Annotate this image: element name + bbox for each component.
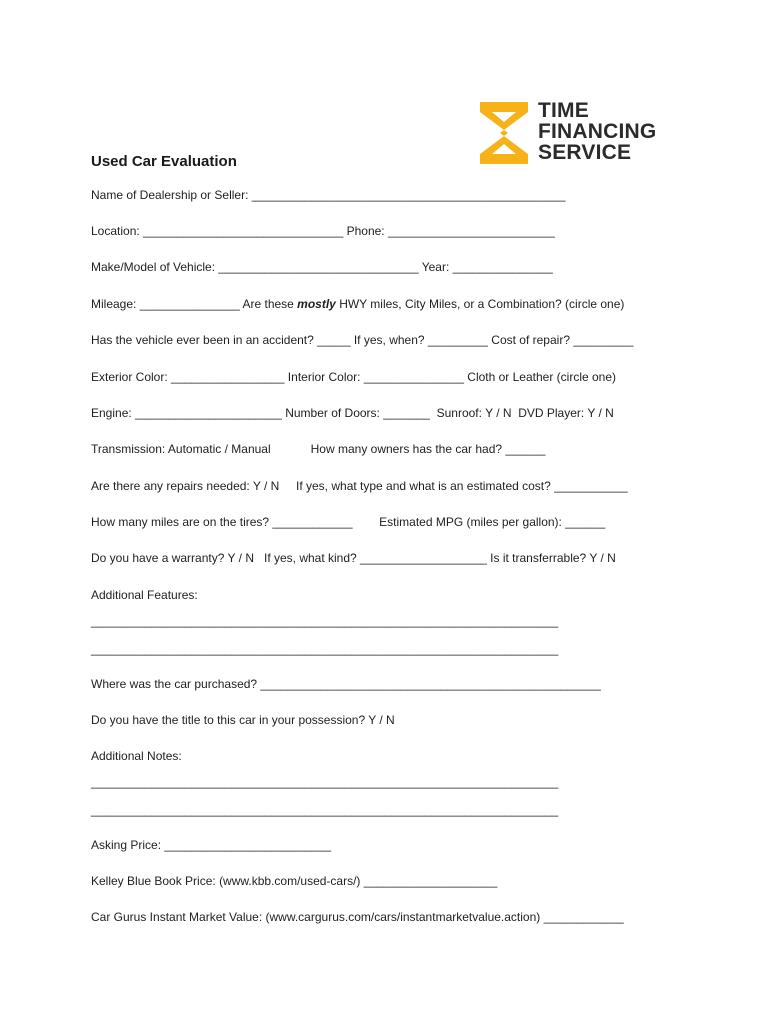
engine-field[interactable]: Engine: ______________________ Number of Doors: _______ Sunroof: Y / N DVD Player: Y / N xyxy=(91,406,614,420)
cargurus-value-field[interactable]: Car Gurus Instant Market Value: (www.cargurus.com/cars/instantmarketvalue.action) ____________ xyxy=(91,910,624,924)
asking-price-field[interactable]: Asking Price: _________________________ xyxy=(91,838,332,852)
location-phone-field[interactable]: Location: ______________________________ Phone: _________________________ xyxy=(91,224,555,238)
dealer-field[interactable]: Name of Dealership or Seller: _______________________________________________ xyxy=(91,188,566,202)
logo-wordmark xyxy=(538,100,656,163)
repairs-field[interactable]: Are there any repairs needed: Y / N If yes, what type and what is an estimated cost? ___________ xyxy=(91,479,628,493)
company-logo xyxy=(478,100,678,166)
accident-field[interactable]: Has the vehicle ever been in an accident? _____ If yes, when? _________ Cost of repair? _________ xyxy=(91,333,634,347)
features-blank-2[interactable]: ______________________________________________________________________ xyxy=(91,642,559,656)
notes-label: Additional Notes: xyxy=(91,749,182,763)
warranty-field[interactable]: Do you have a warranty? Y / N If yes, what kind? ___________________ Is it transferrable? Y / N xyxy=(91,551,616,565)
form-title: Used Car Evaluation xyxy=(91,153,237,170)
mileage-emphasis: mostly xyxy=(297,297,336,311)
notes-blank-1[interactable]: ______________________________________________________________________ xyxy=(91,775,559,789)
logo-line-time: TIME xyxy=(538,99,589,122)
title-possession-field[interactable]: Do you have the title to this car in your possession? Y / N xyxy=(91,713,395,727)
logo-line-service: SERVICE xyxy=(538,141,632,164)
purchased-field[interactable]: Where was the car purchased? ___________________________________________________ xyxy=(91,677,601,691)
mileage-text-b: HWY miles, City Miles, or a Combination? (circle one) xyxy=(335,297,625,311)
transmission-field[interactable]: Transmission: Automatic / Manual How many owners has the car had? ______ xyxy=(91,442,546,456)
kbb-price-field[interactable]: Kelley Blue Book Price: (www.kbb.com/used-cars/) ____________________ xyxy=(91,874,498,888)
logo-line-financing: FINANCING xyxy=(538,120,657,143)
features-blank-1[interactable]: ______________________________________________________________________ xyxy=(91,614,559,628)
colors-field[interactable]: Exterior Color: _________________ Interior Color: _______________ Cloth or Leather (circle one) xyxy=(91,370,617,384)
notes-blank-2[interactable]: ______________________________________________________________________ xyxy=(91,803,559,817)
mileage-text-a: Mileage: _______________ Are these xyxy=(91,297,298,311)
mileage-field[interactable] xyxy=(91,296,624,312)
make-year-field[interactable]: Make/Model of Vehicle: ______________________________ Year: _______________ xyxy=(91,260,553,274)
hourglass-s-icon xyxy=(478,100,530,166)
tires-field[interactable]: How many miles are on the tires? ____________ Estimated MPG (miles per gallon): ______ xyxy=(91,515,606,529)
features-label: Additional Features: xyxy=(91,588,198,602)
